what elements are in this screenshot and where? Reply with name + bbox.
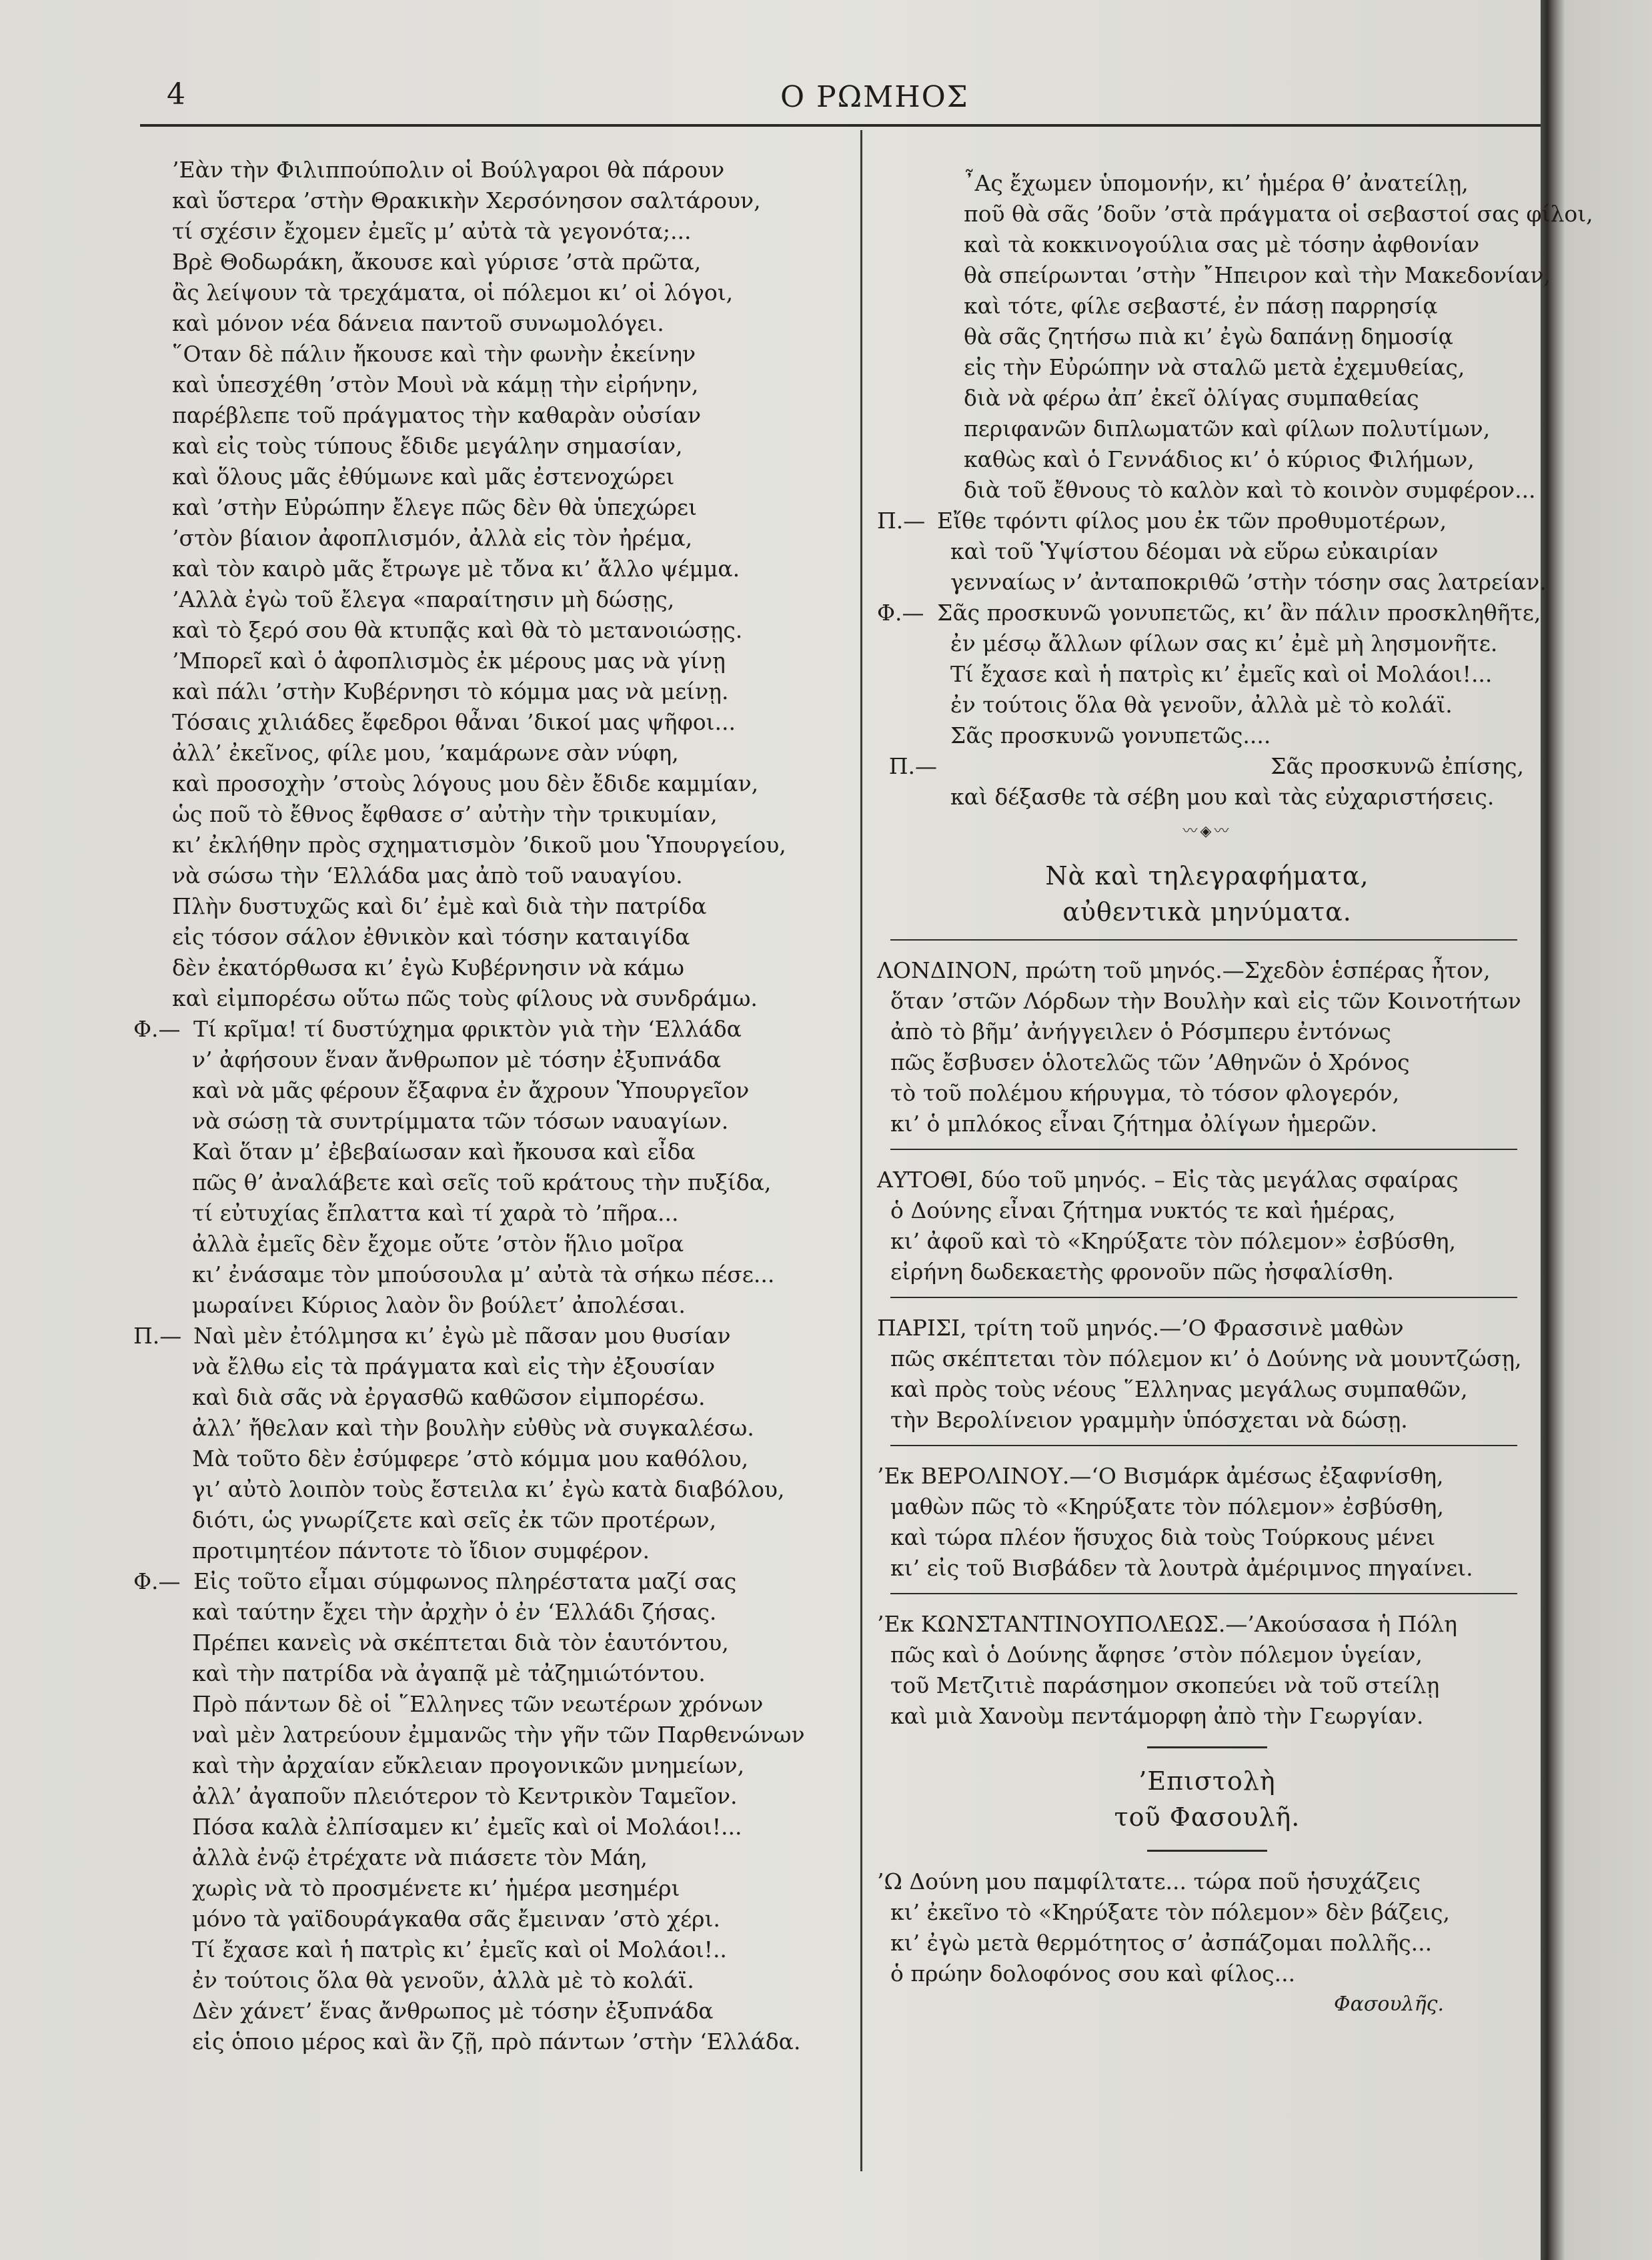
dialogue-text: γενναίως ν’ ἀνταποκριθῶ ’στὴν τόσην σας λατρείαν. xyxy=(950,569,1547,595)
verse-text: Τί ἔχασε καὶ ἡ πατρὶς κι’ ἐμεῖς καὶ οἱ Μολάοι!.. xyxy=(192,1936,727,1962)
dispatch-line: ΑΥΤΟΘΙ, δύο τοῦ μηνός. – Εἰς τὰς μεγάλας σφαίρας xyxy=(877,1167,1459,1193)
verse-line xyxy=(133,1750,847,1781)
verse-text: ὡς ποῦ τὸ ἔθνος ἔφθασε σ’ αὐτὴν τὴν τρικυμίαν, xyxy=(172,801,718,827)
verse-text: τί εὐτυχίας ἔπλαττα καὶ τί χαρὰ τὸ ’πῆρα... xyxy=(192,1200,679,1226)
verse-line xyxy=(133,492,847,523)
verse-text: καὶ ὑπεσχέθη ’στὸν Μουὶ νὰ κάμῃ τὴν εἰρήνην, xyxy=(172,372,699,398)
dialogue-text: καὶ τότε, φίλε σεβαστέ, ἐν πάσῃ παρρησίᾳ xyxy=(964,293,1438,319)
speaker-label: Π.— xyxy=(133,1323,182,1349)
dialogue-text: Σᾶς προσκυνῶ γονυπετῶς.... xyxy=(950,722,1271,748)
verse-text: ’Μπορεῖ καὶ ὁ ἀφοπλισμὸς ἐκ μέρους μας νὰ γίνῃ xyxy=(172,648,726,674)
verse-text: ’Εὰν τὴν Φιλιππούπολιν οἱ Βούλγαροι θὰ πάρουν xyxy=(172,157,725,183)
verse-line xyxy=(133,216,847,247)
verse-text: δὲν ἐκατόρθωσα κι’ ἐγὼ Κυβέρνησιν νὰ κάμω xyxy=(172,955,684,981)
verse-text: καὶ ταύτην ἔχει τὴν ἀρχὴν ὁ ἐν ‘Ελλάδι ζήσας. xyxy=(192,1599,717,1625)
verse-text: καὶ τὴν ἀρχαίαν εὔκλειαν προγονικῶν μνημείων, xyxy=(192,1752,745,1778)
news-heading-line: αὐθεντικὰ μηνύματα. xyxy=(1062,897,1352,927)
verse-line xyxy=(133,1259,847,1290)
verse-line xyxy=(133,891,847,922)
masthead-title: Ο ΡΩΜΗΟΣ xyxy=(780,80,969,114)
verse-line xyxy=(133,1873,847,1904)
verse-text: Πόσα καλὰ ἐλπίσαμεν κι’ ἐμεῖς καὶ οἱ Μολάοι!... xyxy=(192,1814,742,1840)
page-edge-shadow xyxy=(1541,0,1652,2260)
dialogue-line xyxy=(877,720,1537,751)
dialogue-line xyxy=(877,598,1541,628)
letter-body xyxy=(877,1866,1537,1989)
verse-text: νὰ σώσῃ τὰ συντρίμματα τῶν τόσων ναυαγίων. xyxy=(192,1108,729,1134)
page-number: 4 xyxy=(167,77,185,111)
verse-line xyxy=(133,1474,847,1505)
dialogue-line xyxy=(877,444,1537,475)
verse-text: ν’ ἀφήσουν ἕναν ἄνθρωπον μὲ τόσην ἐξυπνάδα xyxy=(192,1047,722,1073)
verse-text: καὶ ὅλους μᾶς ἐθύμωνε καὶ μᾶς ἐστενοχώρει xyxy=(172,464,675,490)
dialogue-text: Σᾶς προσκυνῶ ἐπίσης, xyxy=(1271,753,1524,779)
dialogue-text: Σᾶς προσκυνῶ γονυπετῶς, κι’ ἂν πάλιν προσκληθῆτε, xyxy=(937,600,1541,626)
dialogue-line xyxy=(877,199,1593,229)
verse-text: Πρέπει κανεὶς νὰ σκέπτεται διὰ τὸν ἑαυτόντου, xyxy=(192,1630,729,1656)
dialogue-line xyxy=(877,322,1537,352)
dialogue-text: καὶ τοῦ Ὑψίστου δέομαι νὰ εὕρω εὐκαιρίαν xyxy=(950,538,1439,564)
dispatch-line: κι’ ἀφοῦ καὶ τὸ «Κηρύξατε τὸν πόλεμον» ἐσβύσθη, xyxy=(890,1228,1457,1254)
verse-text: καὶ νὰ μᾶς φέρουν ἔξαφνα ἐν ἄχρουν Ὑπουργεῖον xyxy=(192,1077,750,1103)
dialogue-line xyxy=(877,352,1537,383)
verse-line xyxy=(133,1075,847,1106)
verse-text: κι’ ἐκλήθην πρὸς σχηματισμὸν ’δικοῦ μου Ὑπουργείου, xyxy=(172,832,786,858)
dispatch-rule xyxy=(890,1297,1517,1298)
verse-line xyxy=(133,1689,847,1720)
verse-line xyxy=(133,1444,847,1474)
verse-text: καὶ διὰ σᾶς νὰ ἐργασθῶ καθῶσον εἰμπορέσω. xyxy=(192,1384,706,1410)
verse-line xyxy=(133,1842,847,1873)
dialogue-text: ἐν μέσῳ ἄλλων φίλων σας κι’ ἐμὲ μὴ λησμονῆτε. xyxy=(950,630,1498,656)
verse-line xyxy=(133,799,847,830)
verse-line xyxy=(133,830,847,861)
verse-text: Πρὸ πάντων δὲ οἱ ῞Ελληνες τῶν νεωτέρων χρόνων xyxy=(192,1691,764,1717)
speaker-label: Φ.— xyxy=(133,1016,181,1042)
verse-text: Τί κρῖμα! τί δυστύχημα φρικτὸν γιὰ τὴν ‘Ελλάδα xyxy=(193,1016,742,1042)
right-dialogue xyxy=(877,168,1593,812)
verse-text: Μὰ τοῦτο δὲν ἐσύμφερε ’στὸ κόμμα μου καθόλου, xyxy=(192,1446,749,1472)
letter-line: ’Ω Δούνη μου παμφίλτατε... τώρα ποῦ ἡσυχάζεις xyxy=(877,1868,1421,1894)
verse-line xyxy=(133,1014,847,1045)
dialogue-text: διὰ τοῦ ἔθνους τὸ καλὸν καὶ τὸ κοινὸν συμφέρον... xyxy=(964,477,1536,503)
dispatch-rule xyxy=(890,1593,1517,1594)
verse-line xyxy=(133,707,847,738)
verse-text: καὶ εἰς τοὺς τύπους ἔδιδε μεγάλην σημασίαν, xyxy=(172,433,683,459)
letter-line: κι’ ἐκεῖνο τὸ «Κηρύξατε τὸν πόλεμον» δὲν βάζεις, xyxy=(890,1899,1451,1925)
verse-text: Βρὲ Θοδωράκη, ἄκουσε καὶ γύρισε ’στὰ πρῶτα, xyxy=(172,249,702,275)
verse-line xyxy=(133,308,847,339)
dispatch-line: πῶς σκέπτεται τὸν πόλεμον κι’ ὁ Δούνης νὰ μουντζώσῃ, xyxy=(890,1345,1522,1371)
verse-line xyxy=(133,554,847,584)
dialogue-text: θὰ σᾶς ζητήσω πιὰ κι’ ἐγὼ δαπάνῃ δημοσίᾳ xyxy=(964,324,1453,350)
verse-line xyxy=(133,247,847,277)
verse-line xyxy=(133,768,847,799)
dispatch-line: πῶς ἔσβυσεν ὁλοτελῶς τῶν ’Αθηνῶν ὁ Χρόνος xyxy=(890,1049,1410,1075)
verse-line xyxy=(133,1229,847,1259)
verse-text: Ναὶ μὲν ἐτόλμησα κι’ ἐγὼ μὲ πᾶσαν μου θυσίαν xyxy=(193,1323,731,1349)
speaker-label: Φ.— xyxy=(133,1568,181,1594)
letter-line: ὁ πρώην δολοφόνος σου καὶ φίλος... xyxy=(890,1960,1296,1987)
verse-line xyxy=(133,339,847,370)
dialogue-text: Τί ἔχασε καὶ ἡ πατρὶς κι’ ἐμεῖς καὶ οἱ Μολάοι!... xyxy=(950,661,1493,687)
verse-text: μόνο τὰ γαϊδουράγκαθα σᾶς ἔμειναν ’στὸ χέρι. xyxy=(192,1906,720,1932)
speaker-label: Π.— xyxy=(888,753,937,779)
dialogue-line xyxy=(877,536,1537,567)
verse-line xyxy=(133,1106,847,1137)
verse-text: Εἰς τοῦτο εἶμαι σύμφωνος πληρέστατα μαζί σας xyxy=(193,1568,737,1594)
dialogue-line xyxy=(877,659,1537,690)
dialogue-text: καὶ δέξασθε τὰ σέβη μου καὶ τὰς εὐχαριστήσεις. xyxy=(950,784,1495,810)
dialogue-line xyxy=(877,383,1537,414)
news-heading-line: Νὰ καὶ τηλεγραφήματα, xyxy=(1045,861,1369,891)
verse-line xyxy=(133,1781,847,1812)
dialogue-line xyxy=(877,567,1547,598)
dialogue-text: θὰ σπείρωνται ’στὴν ῎Ηπειρον καὶ τὴν Μακεδονίαν, xyxy=(964,262,1551,288)
verse-text: ῞Οταν δὲ πάλιν ἤκουσε καὶ τὴν φωνὴν ἐκείνην xyxy=(172,341,696,367)
verse-text: Δὲν χάνετ’ ἕνας ἄνθρωπος μὲ τόσην ἐξυπνάδα xyxy=(192,1998,714,2024)
letter-signature: Φασουλῆς. xyxy=(1334,1993,1444,2016)
verse-text: καὶ μόνον νέα δάνεια παντοῦ συνωμολόγει. xyxy=(172,310,664,336)
letter-heading-line: τοῦ Φασουλῆ. xyxy=(1114,1802,1301,1832)
dialogue-line xyxy=(877,506,1537,536)
verse-text: καὶ πάλι ’στὴν Κυβέρνησι τὸ κόμμα μας νὰ μείνῃ. xyxy=(172,678,729,704)
verse-text: καὶ τὸ ξερό σου θὰ κτυπᾷς καὶ θὰ τὸ μετανοιώσῃς. xyxy=(172,617,743,643)
dialogue-text: ποῦ θὰ σᾶς ’δοῦν ’στὰ πράγματα οἱ σεβαστοί σας φίλοι, xyxy=(964,201,1593,227)
dispatch-line: ἀπὸ τὸ βῆμ’ ἀνήγγειλεν ὁ Ρόσμπερυ ἐντόνως xyxy=(890,1019,1391,1045)
speaker-label: Φ.— xyxy=(877,600,924,626)
verse-line xyxy=(133,1167,847,1198)
news-heading xyxy=(877,858,1537,930)
verse-text: ἀλλὰ ἐνῷ ἐτρέχατε νὰ πιάσετε τὸν Μάη, xyxy=(192,1844,648,1870)
dialogue-text: ῏Ας ἔχωμεν ὑπομονήν, κι’ ἡμέρα θ’ ἀνατείλῃ, xyxy=(964,170,1469,196)
verse-line xyxy=(133,1045,847,1075)
letter-heading xyxy=(877,1763,1537,1835)
dispatch-block xyxy=(877,1313,1537,1436)
verse-text: καὶ ὕστερα ’στὴν Θρακικὴν Χερσόνησον σαλτάρουν, xyxy=(172,187,761,213)
verse-line xyxy=(133,1198,847,1229)
verse-line xyxy=(133,861,847,891)
verse-line xyxy=(133,462,847,492)
verse-text: προτιμητέον πάντοτε τὸ ἴδιον συμφέρον. xyxy=(192,1538,650,1564)
verse-text: εἰς ὁποιο μέρος καὶ ἂν ζῇ, πρὸ πάντων ’στὴν ‘Ελλάδα. xyxy=(192,2029,801,2055)
verse-text: ἐν τούτοις ὅλα θὰ γενοῦν, ἀλλὰ μὲ τὸ κολάϊ. xyxy=(192,1967,694,1993)
dispatch-line: τὴν Βερολίνειον γραμμὴν ὑπόσχεται νὰ δώσῃ. xyxy=(890,1407,1408,1433)
letter-line: κι’ ἐγὼ μετὰ θερμότητος σ’ ἀσπάζομαι πολλῆς... xyxy=(890,1930,1433,1956)
dialogue-line xyxy=(877,751,1537,782)
header-rule xyxy=(140,124,1541,127)
verse-line xyxy=(133,1904,847,1934)
verse-line xyxy=(133,277,847,308)
ornament-divider: 〰◈〰 xyxy=(1182,823,1232,840)
verse-line xyxy=(133,1505,847,1536)
dialogue-line xyxy=(877,414,1537,444)
verse-line xyxy=(133,738,847,768)
verse-text: πῶς θ’ ἀναλάβετε καὶ σεῖς τοῦ κράτους τὴν πυξίδα, xyxy=(192,1169,772,1195)
dispatch-block xyxy=(877,1461,1537,1584)
verse-text: καὶ ’στὴν Εὐρώπην ἔλεγε πῶς δὲν θὰ ὑπεχώρει xyxy=(172,494,697,520)
verse-text: ναὶ μὲν λατρεύουν ἐμμανῶς τὴν γῆν τῶν Παρθενώνων xyxy=(192,1722,805,1748)
verse-text: ἂς λείψουν τὰ τρεχάματα, οἱ πόλεμοι κι’ οἱ λόγοι, xyxy=(172,279,734,306)
verse-text: ’Αλλὰ ἐγὼ τοῦ ἔλεγα «παραίτησιν μὴ δώσῃς, xyxy=(172,586,675,612)
verse-line xyxy=(133,1658,847,1689)
verse-line xyxy=(133,1720,847,1750)
letter-heading-line: ’Επιστολὴ xyxy=(1138,1766,1276,1796)
verse-text: Καὶ ὅταν μ’ ἐβεβαίωσαν καὶ ἤκουσα καὶ εἶδα xyxy=(192,1139,696,1165)
dialogue-line xyxy=(877,229,1537,260)
verse-line xyxy=(133,523,847,554)
verse-text: εἰς τόσον σάλον ἐθνικὸν καὶ τόσην καταιγίδα xyxy=(172,924,690,950)
section-rule xyxy=(1147,1850,1267,1852)
verse-text: γι’ αὐτὸ λοιπὸν τοὺς ἔστειλα κι’ ἐγὼ κατὰ διαβόλου, xyxy=(192,1476,785,1502)
verse-line xyxy=(133,1996,847,2027)
verse-line xyxy=(133,983,847,1014)
dialogue-text: εἰς τὴν Εὐρώπην νὰ σταλῶ μετὰ ἐχεμυθείας, xyxy=(964,354,1465,380)
verse-line xyxy=(133,922,847,953)
dialogue-line xyxy=(877,628,1537,659)
dispatch-line: ὁ Δούνης εἶναι ζήτημα νυκτός τε καὶ ἡμέρας, xyxy=(890,1197,1396,1223)
verse-line xyxy=(133,953,847,983)
verse-line xyxy=(133,1965,847,1996)
verse-text: ἀλλ’ ἤθελαν καὶ τὴν βουλὴν εὐθὺς νὰ συγκαλέσω. xyxy=(192,1415,754,1441)
verse-text: ἀλλ’ ἀγαποῦν πλειότερον τὸ Κεντρικὸν Ταμεῖον. xyxy=(192,1783,738,1809)
verse-text: μωραίνει Κύριος λαὸν ὃν βούλετ’ ἀπολέσαι. xyxy=(192,1292,686,1318)
verse-line xyxy=(133,676,847,707)
dialogue-line xyxy=(877,260,1551,291)
dialogue-line xyxy=(877,291,1537,322)
dialogue-text: καὶ τὰ κοκκινογούλια σας μὲ τόσην ἀφθονίαν xyxy=(964,231,1480,257)
dispatch-line: κι’ εἰς τοῦ Βισβάδεν τὰ λουτρὰ ἀμέριμνος πηγαίνει. xyxy=(890,1555,1473,1581)
section-rule xyxy=(890,939,1517,941)
verse-line xyxy=(133,2027,847,2057)
verse-text: τί σχέσιν ἔχομεν ἐμεῖς μ’ αὐτὰ τὰ γεγονότα;... xyxy=(172,218,692,244)
dialogue-text: Εἴθε τφόντι φίλος μου ἐκ τῶν προθυμοτέρων, xyxy=(937,508,1447,534)
dialogue-line xyxy=(877,168,1537,199)
verse-line xyxy=(133,1628,847,1658)
verse-line xyxy=(133,646,847,676)
verse-line xyxy=(133,1566,847,1597)
dispatch-block xyxy=(877,955,1537,1139)
verse-text: χωρὶς νὰ τὸ προσμένετε κι’ ἡμέρα μεσημέρι xyxy=(192,1875,680,1901)
verse-line xyxy=(133,1413,847,1444)
verse-text: διότι, ὡς γνωρίζετε καὶ σεῖς ἐκ τῶν προτέρων, xyxy=(192,1507,717,1533)
verse-line xyxy=(133,584,847,615)
verse-line xyxy=(133,431,847,462)
verse-text: καὶ εἰμπορέσω οὕτω πῶς τοὺς φίλους νὰ συνδράμω. xyxy=(172,985,758,1011)
dialogue-text: ἐν τούτοις ὅλα θὰ γενοῦν, ἀλλὰ μὲ τὸ κολάϊ. xyxy=(950,692,1453,718)
dispatch-line: ὅταν ’στῶν Λόρδων τὴν Βουλὴν καὶ εἰς τῶν Κοινοτήτων xyxy=(890,988,1521,1014)
verse-text: Τόσαις χιλιάδες ἔφεδροι θἆναι ’δικοί μας ψῆφοι... xyxy=(172,709,736,735)
dispatch-rule xyxy=(890,1149,1517,1150)
verse-line xyxy=(133,615,847,646)
verse-text: νὰ ἔλθω εἰς τὰ πράγματα καὶ εἰς τὴν ἐξουσίαν xyxy=(192,1353,716,1379)
dispatch-line: μαθὼν πῶς τὸ «Κηρύξατε τὸν πόλεμον» ἐσβύσθη, xyxy=(890,1494,1444,1520)
verse-line xyxy=(133,155,847,185)
left-column xyxy=(133,155,847,2057)
verse-line xyxy=(133,1597,847,1628)
dialogue-line xyxy=(877,690,1537,720)
verse-line xyxy=(133,1382,847,1413)
dialogue-text: διὰ νὰ φέρω ἀπ’ ἐκεῖ ὀλίγας συμπαθείας xyxy=(964,385,1419,411)
verse-line xyxy=(133,400,847,431)
dispatch-rule xyxy=(890,1445,1517,1446)
dispatch-line: καὶ μιὰ Χανοὺμ πεντάμορφη ἀπὸ τὴν Γεωργίαν. xyxy=(890,1703,1424,1729)
verse-line xyxy=(133,1137,847,1167)
speaker-label: Π.— xyxy=(877,508,926,534)
dispatch-line: καὶ πρὸς τοὺς νέους ῞Ελληνας μεγάλως συμπαθῶν, xyxy=(890,1376,1468,1402)
section-rule xyxy=(1147,1746,1267,1748)
verse-text: νὰ σώσω τὴν ‘Ελλάδα μας ἀπὸ τοῦ ναυαγίου. xyxy=(172,863,683,889)
verse-text: παρέβλεπε τοῦ πράγματος τὴν καθαρὰν οὐσίαν xyxy=(172,402,702,428)
dialogue-text: περιφανῶν διπλωματῶν καὶ φίλων πολυτίμων, xyxy=(964,416,1491,442)
dispatch-line: ΛΟΝΔΙΝΟΝ, πρώτη τοῦ μηνός.—Σχεδὸν ἑσπέρας ἦτον, xyxy=(877,957,1491,983)
verse-line xyxy=(133,1290,847,1321)
verse-text: ἀλλ’ ἐκεῖνος, φίλε μου, ’καμάρωνε σὰν νύφη, xyxy=(172,740,679,766)
verse-text: καὶ προσοχὴν ’στοὺς λόγους μου δὲν ἔδιδε καμμίαν, xyxy=(172,770,759,796)
dispatch-block xyxy=(877,1165,1537,1287)
page-header xyxy=(140,73,1541,127)
dispatch-block xyxy=(877,1609,1537,1732)
verse-text: κι’ ἐνάσαμε τὸν μπούσουλα μ’ αὐτὰ τὰ σήκω πέσε... xyxy=(192,1261,775,1287)
dispatch-line: εἰρήνη δωδεκαετὴς φρονοῦν πῶς ἠσφαλίσθη. xyxy=(890,1259,1394,1285)
verse-line xyxy=(133,1321,847,1351)
verse-line xyxy=(133,1812,847,1842)
dispatch-line: ’Εκ ΒΕΡΟΛΙΝΟΥ.—‘Ο Βισμάρκ ἀμέσως ἐξαφνίσθη, xyxy=(877,1463,1444,1489)
dispatches xyxy=(877,955,1537,1732)
dispatch-line: καὶ τώρα πλέον ἥσυχος διὰ τοὺς Τούρκους μένει xyxy=(890,1524,1436,1550)
verse-text: Πλὴν δυστυχῶς καὶ δι’ ἐμὲ καὶ διὰ τὴν πατρίδα xyxy=(172,893,707,919)
verse-text: ’στὸν βίαιον ἀφοπλισμόν, ἀλλὰ εἰς τὸν ἠρέμα, xyxy=(172,525,693,551)
dispatch-line: πῶς καὶ ὁ Δούνης ἄφησε ’στὸν πόλεμον ὑγείαν, xyxy=(890,1642,1423,1668)
dispatch-line: κι’ ὁ μπλόκος εἶναι ζήτημα ὀλίγων ἡμερῶν. xyxy=(890,1111,1378,1137)
dialogue-line xyxy=(877,475,1537,506)
verse-text: καὶ τὴν πατρίδα νὰ ἀγαπᾷ μὲ τἀζημιώτόντου. xyxy=(192,1660,706,1686)
dispatch-line: τοῦ Μετζιτιὲ παράσημον σκοπεύει νὰ τοῦ στείλῃ xyxy=(890,1672,1440,1698)
dispatch-line: ΠΑΡΙΣΙ, τρίτη τοῦ μηνός.—’Ο Φρασσινὲ μαθὼν xyxy=(877,1315,1404,1341)
verse-line xyxy=(133,370,847,400)
verse-line xyxy=(133,1351,847,1382)
verse-line xyxy=(133,1934,847,1965)
column-divider xyxy=(860,130,862,2171)
verse-line xyxy=(133,185,847,216)
dialogue-line xyxy=(877,782,1537,812)
verse-line xyxy=(133,1536,847,1566)
dispatch-line: τὸ τοῦ πολέμου κήρυγμα, τὸ τόσον φλογερόν, xyxy=(890,1080,1400,1106)
verse-text: καὶ τὸν καιρὸ μᾶς ἔτρωγε μὲ τὄνα κι’ ἄλλο ψέμμα. xyxy=(172,556,740,582)
dispatch-line: ’Εκ ΚΩΝΣΤΑΝΤΙΝΟΥΠΟΛΕΩΣ.—’Ακούσασα ἡ Πόλη xyxy=(877,1611,1457,1637)
right-column xyxy=(877,168,1593,2020)
dialogue-text: καθὼς καὶ ὁ Γεννάδιος κι’ ὁ κύριος Φιλήμων, xyxy=(964,446,1475,472)
verse-text: ἀλλὰ ἐμεῖς δὲν ἔχομε οὔτε ’στὸν ἥλιο μοῖρα xyxy=(192,1231,684,1257)
